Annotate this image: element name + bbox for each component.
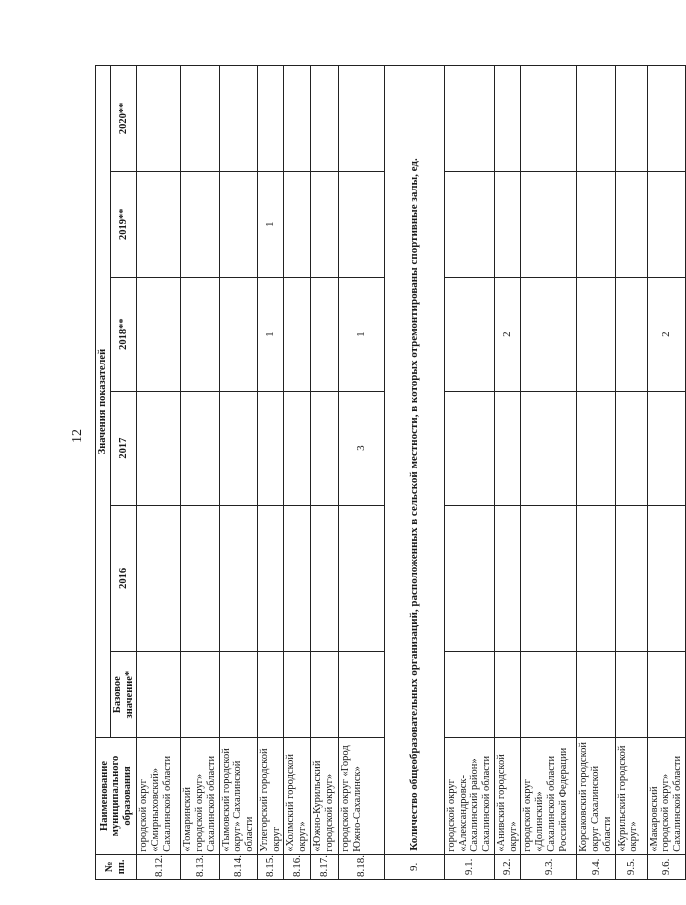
value-cell bbox=[219, 277, 257, 391]
municipality-name: Корсаковский городской округ Сахалинской области bbox=[577, 738, 615, 855]
value-cell bbox=[577, 652, 615, 738]
municipality-name: городской округ «Александровск-Сахалинский район» Сахалинской области bbox=[444, 738, 494, 855]
value-cell bbox=[219, 66, 257, 172]
header-values-group: Значения показателей bbox=[96, 66, 111, 738]
table-row bbox=[494, 66, 521, 880]
row-number: 8.13. bbox=[181, 854, 219, 879]
value-cell bbox=[181, 66, 219, 172]
table-row bbox=[310, 66, 338, 880]
value-cell bbox=[284, 391, 311, 505]
table-row bbox=[577, 66, 615, 880]
value-cell bbox=[521, 505, 577, 652]
value-cell bbox=[494, 505, 521, 652]
value-cell bbox=[338, 66, 384, 172]
value-cell bbox=[338, 652, 384, 738]
value-cell bbox=[647, 171, 685, 277]
municipality-name: «Анивский городской округ» bbox=[494, 738, 521, 855]
value-cell bbox=[310, 66, 338, 172]
municipality-name: «Южно-Курильский городской округ» bbox=[310, 738, 338, 855]
value-cell bbox=[521, 277, 577, 391]
section-row bbox=[384, 66, 444, 880]
value-cell bbox=[577, 66, 615, 172]
value-cell bbox=[444, 277, 494, 391]
header-year: 2016 bbox=[110, 505, 137, 652]
header-year: 2020** bbox=[110, 66, 137, 172]
value-cell bbox=[444, 391, 494, 505]
value-cell bbox=[647, 505, 685, 652]
value-cell bbox=[310, 505, 338, 652]
value-cell bbox=[577, 505, 615, 652]
value-cell bbox=[494, 391, 521, 505]
header-year: 2019** bbox=[110, 171, 137, 277]
row-number: 9.2. bbox=[494, 854, 521, 879]
rotated-table-container bbox=[95, 65, 683, 880]
value-cell bbox=[257, 391, 284, 505]
row-number: 9.1. bbox=[444, 854, 494, 879]
value-cell bbox=[521, 171, 577, 277]
value-cell bbox=[181, 391, 219, 505]
row-number: 8.15. bbox=[257, 854, 284, 879]
value-cell bbox=[181, 277, 219, 391]
value-cell bbox=[494, 171, 521, 277]
municipality-name: городской округ «Город Южно-Сахалинск» bbox=[338, 738, 384, 855]
value-cell bbox=[577, 391, 615, 505]
table-row bbox=[444, 66, 494, 880]
value-cell bbox=[647, 66, 685, 172]
municipality-name: «Томаринский городской округ» Сахалинской области bbox=[181, 738, 219, 855]
row-number: 8.14. bbox=[219, 854, 257, 879]
row-number: 9.3. bbox=[521, 854, 577, 879]
table-row bbox=[338, 66, 384, 880]
value-cell bbox=[284, 652, 311, 738]
value-cell bbox=[284, 277, 311, 391]
value-cell bbox=[181, 171, 219, 277]
value-cell bbox=[338, 505, 384, 652]
value-cell bbox=[615, 505, 647, 652]
value-cell bbox=[181, 505, 219, 652]
municipality-name: городской округ «Долинский» Сахалинской области Российской Федерации bbox=[521, 738, 577, 855]
value-cell bbox=[219, 505, 257, 652]
municipality-name: Углегорский городской округ bbox=[257, 738, 284, 855]
municipality-name: «Макаровский городской округ» Сахалинской области bbox=[647, 738, 685, 855]
value-cell bbox=[444, 652, 494, 738]
municipality-name: «Холмский городской округ» bbox=[284, 738, 311, 855]
row-number: 9.6. bbox=[647, 854, 685, 879]
value-cell bbox=[284, 171, 311, 277]
value-cell bbox=[284, 505, 311, 652]
table-row bbox=[521, 66, 577, 880]
page-number: 12 bbox=[70, 429, 85, 443]
header-base-value: Базовое значение* bbox=[110, 652, 137, 738]
municipality-name: «Курильский городской округ» bbox=[615, 738, 647, 855]
row-number: 9. bbox=[384, 854, 444, 879]
value-cell bbox=[137, 277, 181, 391]
value-cell bbox=[494, 66, 521, 172]
value-cell: 1 bbox=[338, 277, 384, 391]
row-number: 8.12. bbox=[137, 854, 181, 879]
value-cell bbox=[310, 171, 338, 277]
value-cell bbox=[219, 652, 257, 738]
value-cell bbox=[521, 391, 577, 505]
value-cell bbox=[521, 66, 577, 172]
table-row bbox=[615, 66, 647, 880]
header-municipality: Наименование муниципального образования bbox=[96, 738, 137, 855]
value-cell bbox=[181, 652, 219, 738]
header-year: 2018** bbox=[110, 277, 137, 391]
value-cell bbox=[310, 277, 338, 391]
row-number: 8.18. bbox=[338, 854, 384, 879]
value-cell bbox=[494, 652, 521, 738]
value-cell bbox=[521, 652, 577, 738]
table-body bbox=[137, 66, 686, 880]
value-cell bbox=[647, 391, 685, 505]
value-cell bbox=[257, 652, 284, 738]
value-cell bbox=[257, 66, 284, 172]
municipality-name: «Тымовский городской округ» Сахалинской области bbox=[219, 738, 257, 855]
municipality-name: городской округ «Смирныховский» Сахалинской области bbox=[137, 738, 181, 855]
value-cell bbox=[647, 652, 685, 738]
value-cell bbox=[577, 277, 615, 391]
table-row bbox=[181, 66, 219, 880]
value-cell bbox=[310, 391, 338, 505]
value-cell: 2 bbox=[494, 277, 521, 391]
value-cell bbox=[219, 171, 257, 277]
row-number: 9.5. bbox=[615, 854, 647, 879]
value-cell: 1 bbox=[257, 277, 284, 391]
header-number: № пп. bbox=[96, 854, 137, 879]
value-cell bbox=[444, 505, 494, 652]
value-cell bbox=[137, 391, 181, 505]
value-cell bbox=[137, 171, 181, 277]
value-cell bbox=[137, 505, 181, 652]
value-cell: 2 bbox=[647, 277, 685, 391]
value-cell bbox=[615, 171, 647, 277]
value-cell bbox=[577, 171, 615, 277]
value-cell bbox=[257, 505, 284, 652]
value-cell bbox=[444, 171, 494, 277]
table-row bbox=[257, 66, 284, 880]
table-row bbox=[284, 66, 311, 880]
value-cell bbox=[310, 652, 338, 738]
indicators-table bbox=[95, 65, 686, 880]
row-number: 8.16. bbox=[284, 854, 311, 879]
value-cell bbox=[219, 391, 257, 505]
value-cell bbox=[615, 652, 647, 738]
value-cell bbox=[615, 66, 647, 172]
value-cell bbox=[338, 171, 384, 277]
value-cell bbox=[615, 391, 647, 505]
value-cell: 3 bbox=[338, 391, 384, 505]
value-cell bbox=[137, 652, 181, 738]
value-cell bbox=[444, 66, 494, 172]
row-number: 9.4. bbox=[577, 854, 615, 879]
table-row bbox=[647, 66, 685, 880]
header-year: 2017 bbox=[110, 391, 137, 505]
value-cell: 1 bbox=[257, 171, 284, 277]
value-cell bbox=[615, 277, 647, 391]
value-cell bbox=[284, 66, 311, 172]
table-row bbox=[137, 66, 181, 880]
row-number: 8.17. bbox=[310, 854, 338, 879]
section-title: Количество общеобразовательных организаций, расположенных в сельской местности, в которых отремонтированы спортивные залы, ед. bbox=[384, 66, 444, 855]
value-cell bbox=[137, 66, 181, 172]
table-row bbox=[219, 66, 257, 880]
